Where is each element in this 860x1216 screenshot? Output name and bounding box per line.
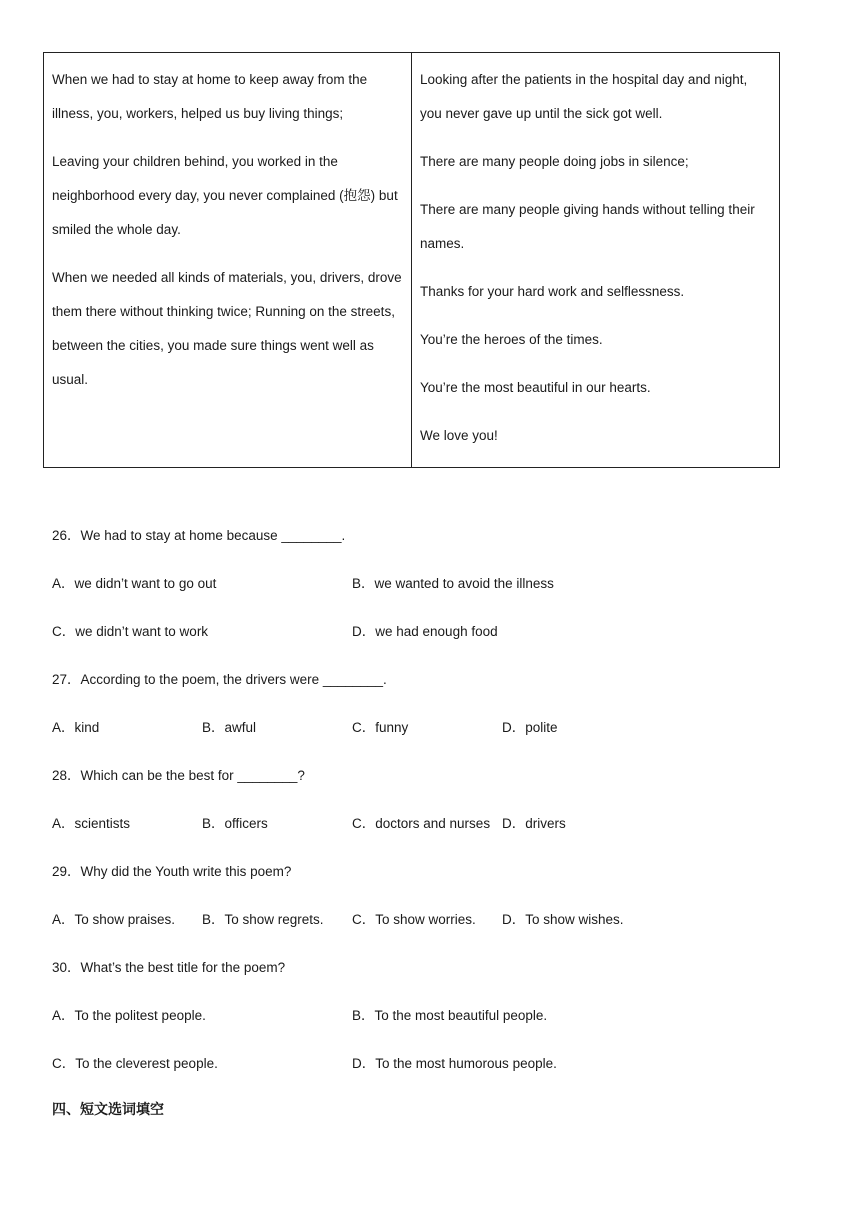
question-28-option-a[interactable]: A．scientists (52, 816, 131, 831)
question-30-option-a[interactable]: A．To the politest people. (52, 1008, 206, 1023)
question-27-option-b[interactable]: B．awful (202, 720, 257, 735)
question-26-option-d[interactable]: D．we had enough food (352, 624, 498, 639)
question-30-options-row-2 (52, 1048, 812, 1080)
question-29-options (52, 904, 812, 936)
poem-left-column (44, 53, 412, 467)
poem-table (43, 52, 780, 468)
question-27-option-c[interactable]: C．funny (352, 720, 409, 735)
poem-paragraph: There are many people giving hands without telling their names. (420, 202, 755, 251)
question-29-option-d[interactable]: D．To show wishes. (502, 912, 624, 927)
question-26-option-b[interactable]: B．we wanted to avoid the illness (352, 576, 554, 591)
question-26-option-a[interactable]: A．we didn’t want to go out (52, 576, 217, 591)
poem-paragraph: There are many people doing jobs in silence; (420, 154, 689, 169)
question-27-stem: 27．According to the poem, the drivers were ________. (52, 672, 387, 687)
question-27-option-d[interactable]: D．polite (502, 720, 558, 735)
question-27-options (52, 712, 812, 744)
question-26-options-row-2 (52, 616, 812, 648)
question-list (52, 520, 812, 1096)
question-30-option-c[interactable]: C．To the cleverest people. (52, 1056, 218, 1071)
question-29-option-b[interactable]: B．To show regrets. (202, 912, 324, 927)
question-30-option-b[interactable]: B．To the most beautiful people. (352, 1008, 548, 1023)
question-28-options (52, 808, 812, 840)
question-26-stem: 26．We had to stay at home because ________. (52, 528, 346, 543)
section-title: 四、短文选词填空 (52, 1102, 164, 1118)
question-30-stem: 30．What’s the best title for the poem? (52, 960, 286, 975)
question-26-option-c[interactable]: C．we didn’t want to work (52, 624, 209, 639)
question-27-option-a[interactable]: A．kind (52, 720, 100, 735)
question-26-options-row-1 (52, 568, 812, 600)
poem-paragraph: When we had to stay at home to keep away from the illness, you, workers, helped us buy living things; (52, 72, 368, 121)
question-28-option-c[interactable]: C．doctors and nurses (352, 816, 491, 831)
question-30-option-d[interactable]: D．To the most humorous people. (352, 1056, 557, 1071)
question-29-stem: 29．Why did the Youth write this poem? (52, 864, 292, 879)
poem-right-column (412, 53, 779, 467)
poem-paragraph: We love you! (420, 428, 498, 443)
poem-paragraph: Leaving your children behind, you worked in the neighborhood every day, you never complained (抱怨) but smiled the whole day. (52, 154, 398, 237)
question-30-options-row-1 (52, 1000, 812, 1032)
question-29-option-c[interactable]: C．To show worries. (352, 912, 476, 927)
poem-paragraph: Looking after the patients in the hospital day and night, you never gave up until the sick got well. (420, 72, 748, 121)
question-29-option-a[interactable]: A．To show praises. (52, 912, 176, 927)
poem-paragraph: Thanks for your hard work and selflessness. (420, 284, 685, 299)
question-28-option-b[interactable]: B．officers (202, 816, 268, 831)
question-28-option-d[interactable]: D．drivers (502, 816, 566, 831)
poem-paragraph: You’re the heroes of the times. (420, 332, 603, 347)
question-28-stem: 28．Which can be the best for ________? (52, 768, 305, 783)
poem-paragraph: When we needed all kinds of materials, you, drivers, drove them there without thinking twice; Running on the streets, between the cities, you made sure things went well as usual. (52, 270, 402, 387)
poem-paragraph: You’re the most beautiful in our hearts. (420, 380, 651, 395)
